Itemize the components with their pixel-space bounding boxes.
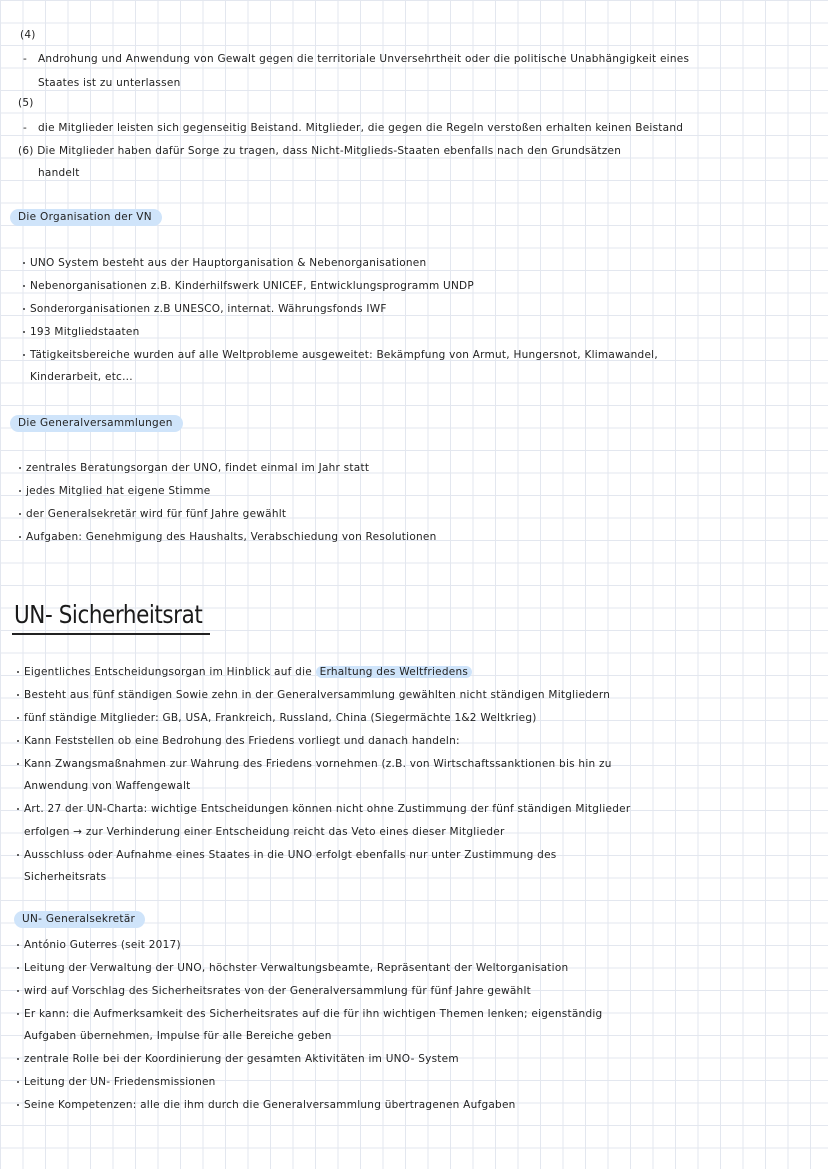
intro-line-2: Staates ist zu unterlassen bbox=[38, 77, 181, 89]
list-item: fünf ständige Mitglieder: GB, USA, Frankreich, Russland, China (Siegermächte 1&2 Weltkrieg) bbox=[24, 712, 537, 724]
list-item: wird auf Vorschlag des Sicherheitsrates von der Generalversammlung für fünf Jahre gewählt bbox=[24, 985, 531, 997]
list-item: António Guterres (seit 2017) bbox=[24, 939, 181, 951]
list-item: UNO System besteht aus der Hauptorganisation & Nebenorganisationen bbox=[30, 257, 427, 269]
list-item: jedes Mitglied hat eigene Stimme bbox=[26, 485, 211, 497]
list-item-continuation: Sicherheitsrats bbox=[24, 871, 107, 883]
list-item-continuation: Aufgaben übernehmen, Impulse für alle Bereiche geben bbox=[24, 1030, 332, 1042]
marker-4: (4) bbox=[20, 29, 36, 41]
section-heading-general-assembly: Die Generalversammlungen bbox=[10, 415, 183, 432]
intro-line-3: - die Mitglieder leisten sich gegenseitig Beistand. Mitglieder, die gegen die Regeln verstoßen erhalten keinen Beistand bbox=[38, 121, 683, 135]
section-heading-organisation: Die Organisation der VN bbox=[10, 209, 162, 226]
intro-line-1: - Androhung und Anwendung von Gewalt gegen die territoriale Unversehrtheit oder die politische Unabhängigkeit eines bbox=[38, 52, 689, 66]
list-item: Aufgaben: Genehmigung des Haushalts, Verabschiedung von Resolutionen bbox=[26, 531, 437, 543]
list-item bbox=[24, 665, 472, 679]
list-item: zentrales Beratungsorgan der UNO, findet einmal im Jahr statt bbox=[26, 462, 370, 474]
list-item: Leitung der Verwaltung der UNO, höchster Verwaltungsbeamte, Repräsentant der Weltorganisation bbox=[24, 962, 569, 974]
list-item: Ausschluss oder Aufnahme eines Staates in die UNO erfolgt ebenfalls nur unter Zustimmung des bbox=[24, 849, 557, 861]
marker-5: (5) bbox=[18, 97, 34, 109]
list-item: Leitung der UN- Friedensmissionen bbox=[24, 1076, 216, 1088]
title-underline bbox=[12, 633, 210, 635]
intro-line-5: handelt bbox=[38, 167, 80, 179]
list-item: Sonderorganisationen z.B UNESCO, internat. Währungsfonds IWF bbox=[30, 303, 387, 315]
list-item: der Generalsekretär wird für fünf Jahre gewählt bbox=[26, 508, 287, 520]
list-item: Seine Kompetenzen: alle die ihm durch die Generalversammlung übertragenen Aufgaben bbox=[24, 1099, 516, 1111]
section-heading-secretary-general: UN- Generalsekretär bbox=[14, 911, 145, 928]
page-title: UN- Sicherheitsrat bbox=[14, 600, 203, 629]
list-item: Kann Feststellen ob eine Bedrohung des Friedens vorliegt und danach handeln: bbox=[24, 735, 460, 747]
list-item-continuation: Anwendung von Waffengewalt bbox=[24, 780, 191, 792]
list-item: zentrale Rolle bei der Koordinierung der gesamten Aktivitäten im UNO- System bbox=[24, 1053, 459, 1065]
list-item: 193 Mitgliedstaaten bbox=[30, 326, 140, 338]
list-item-continuation: Kinderarbeit, etc... bbox=[30, 371, 133, 383]
list-item: Art. 27 der UN-Charta: wichtige Entscheidungen können nicht ohne Zustimmung der fünf ständigen Mitglieder bbox=[24, 803, 631, 815]
list-item: Nebenorganisationen z.B. Kinderhilfswerk UNICEF, Entwicklungsprogramm UNDP bbox=[30, 280, 474, 292]
list-item: Tätigkeitsbereiche wurden auf alle Weltprobleme ausgeweitet: Bekämpfung von Armut, Hungersnot, Klimawandel, bbox=[30, 349, 658, 361]
list-item: Besteht aus fünf ständigen Sowie zehn in der Generalversammlung gewählten nicht ständigen Mitgliedern bbox=[24, 689, 611, 701]
list-item-text: Eigentliches Entscheidungsorgan im Hinblick auf die bbox=[24, 666, 312, 678]
highlight-world-peace: Erhaltung des Weltfriedens bbox=[316, 666, 473, 678]
list-item-continuation: erfolgen → zur Verhinderung einer Entscheidung reicht das Veto eines dieser Mitglieder bbox=[24, 826, 505, 838]
list-item: Kann Zwangsmaßnahmen zur Wahrung des Friedens vornehmen (z.B. von Wirtschaftssanktionen bis hin zu bbox=[24, 758, 612, 770]
list-item: Er kann: die Aufmerksamkeit des Sicherheitsrates auf die für ihn wichtigen Themen lenken; eigenständig bbox=[24, 1008, 603, 1020]
intro-line-4: (6) Die Mitglieder haben dafür Sorge zu tragen, dass Nicht-Mitglieds-Staaten ebenfalls nach den Grundsätzen bbox=[18, 145, 622, 157]
